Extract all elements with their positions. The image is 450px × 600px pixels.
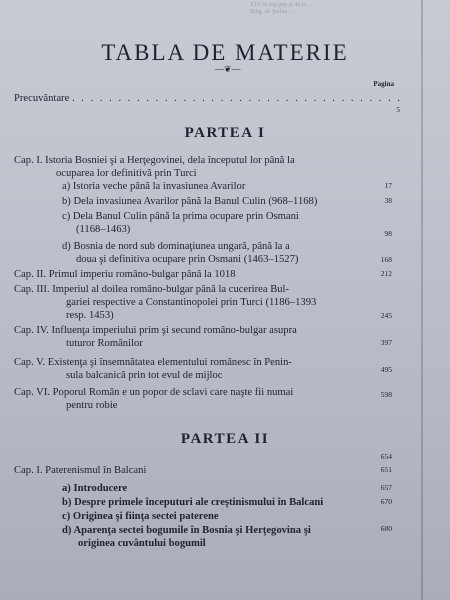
toc-entry xyxy=(62,240,298,266)
entry-line: c) Dela Banul Culin până la prima ocupare prin Osmani xyxy=(62,211,299,222)
toc-entry xyxy=(14,268,236,281)
bleed-line: Bulg. de Ştefan ... xyxy=(250,9,294,15)
entry-line: (1168–1463) xyxy=(76,224,131,235)
toc-entry xyxy=(62,510,219,523)
entry-line: Cap. II. Primul imperiu româno-bulgar până la 1018 xyxy=(14,269,236,280)
toc-entry xyxy=(14,154,295,180)
bleed-line: XIV. Ia toţi pap şi dicta ... xyxy=(250,2,312,8)
entry-line: pentru robie xyxy=(66,400,118,411)
entry-line: a) Istoria veche până la invasiunea Avarilor xyxy=(62,181,246,192)
entry-line: sula balcanică prin tot evul de mijloc xyxy=(66,370,223,381)
page-number: 657 xyxy=(380,483,392,492)
toc-entry xyxy=(14,464,146,477)
page-number: 680 xyxy=(380,524,392,533)
toc-entry xyxy=(62,180,245,193)
entry-line: c) Originea şi fiinţa sectei paterene xyxy=(62,511,219,522)
entry-line: a) Introducere xyxy=(62,483,128,494)
page-number: 168 xyxy=(380,255,392,264)
page-number: 495 xyxy=(380,365,392,374)
entry-line: resp. 1453) xyxy=(66,310,114,321)
toc-entry xyxy=(14,386,293,412)
page-number: 397 xyxy=(380,338,392,347)
toc-entry xyxy=(62,524,311,550)
page-number: 38 xyxy=(384,196,392,205)
entry-line: Cap. IV. Influenţa imperiului prim şi secund româno-bulgar asupra xyxy=(14,325,297,336)
page-number: 17 xyxy=(384,181,392,190)
part-heading: PARTEA II xyxy=(180,431,270,447)
toc-entry xyxy=(14,283,316,322)
page-edge-shadow xyxy=(421,0,423,600)
page-number: 598 xyxy=(380,390,392,399)
entry-line: b) Dela invasiunea Avarilor până la Banul Culin (968–1168) xyxy=(62,196,318,207)
page-number: 654 xyxy=(380,452,392,461)
toc-entry xyxy=(14,324,297,350)
page-number: 651 xyxy=(380,465,392,474)
entry-line: Cap. I. Paterenismul în Balcani xyxy=(14,465,147,476)
page-number: 5 xyxy=(396,105,400,114)
toc-entry xyxy=(62,496,323,509)
toc-entry xyxy=(14,356,292,382)
leader-dots: . . . . . . . . . . . . . . . . . . . . . . . . . . . . . . . . . . . . xyxy=(71,93,402,104)
entry-line: gariei respective a Constantinopolei prin Turci (1186–1393 xyxy=(66,297,317,308)
entry-line: Cap. III. Imperiul al doilea româno-bulgar până la cucerirea Bul- xyxy=(14,284,290,295)
entry-line: doua şi definitiva ocupare prin Osmani (1463–1527) xyxy=(76,254,299,265)
entry-line: b) Despre primele începuturi ale creştinismului în Balcani xyxy=(62,497,324,508)
toc-entry xyxy=(62,195,317,208)
entry-line: Cap. V. Existenţa şi însemnătatea elementului românesc în Penin- xyxy=(14,357,292,368)
entry-line: tuturor Românilor xyxy=(66,338,143,349)
entry-label: Precuvântare xyxy=(14,93,70,104)
entry-line: Cap. VI. Poporul Român e un popor de sclavi care naşte fii numai xyxy=(14,387,294,398)
bleed-through-text xyxy=(250,2,400,16)
entry-line: originea cuvântului bogumil xyxy=(78,538,206,549)
toc-entry xyxy=(62,482,127,495)
part-heading: PARTEA I xyxy=(184,125,266,141)
title-ornament: —❦— xyxy=(215,64,241,74)
entry-line: ocuparea lor definitivă prin Turci xyxy=(56,168,197,179)
page-title: TABLA DE MATERIE xyxy=(101,40,349,65)
toc-entry xyxy=(62,210,299,236)
page-number: 245 xyxy=(380,311,392,320)
page-number: 98 xyxy=(384,229,392,238)
page-number: 212 xyxy=(380,269,392,278)
entry-line: Cap. I. Istoria Bosniei şi a Herţegovinei, dela începutul lor până la xyxy=(14,155,295,166)
toc-entry-precuvantare xyxy=(14,92,402,105)
entry-line: d) Bosnia de nord sub dominaţiunea ungară, până la a xyxy=(62,241,290,252)
page-number: 670 xyxy=(380,497,392,506)
pagina-column-label: Pagina xyxy=(373,80,394,88)
entry-line: d) Aparenţa sectei bogumile în Bosnia şi Herţegovina şi xyxy=(62,525,311,536)
